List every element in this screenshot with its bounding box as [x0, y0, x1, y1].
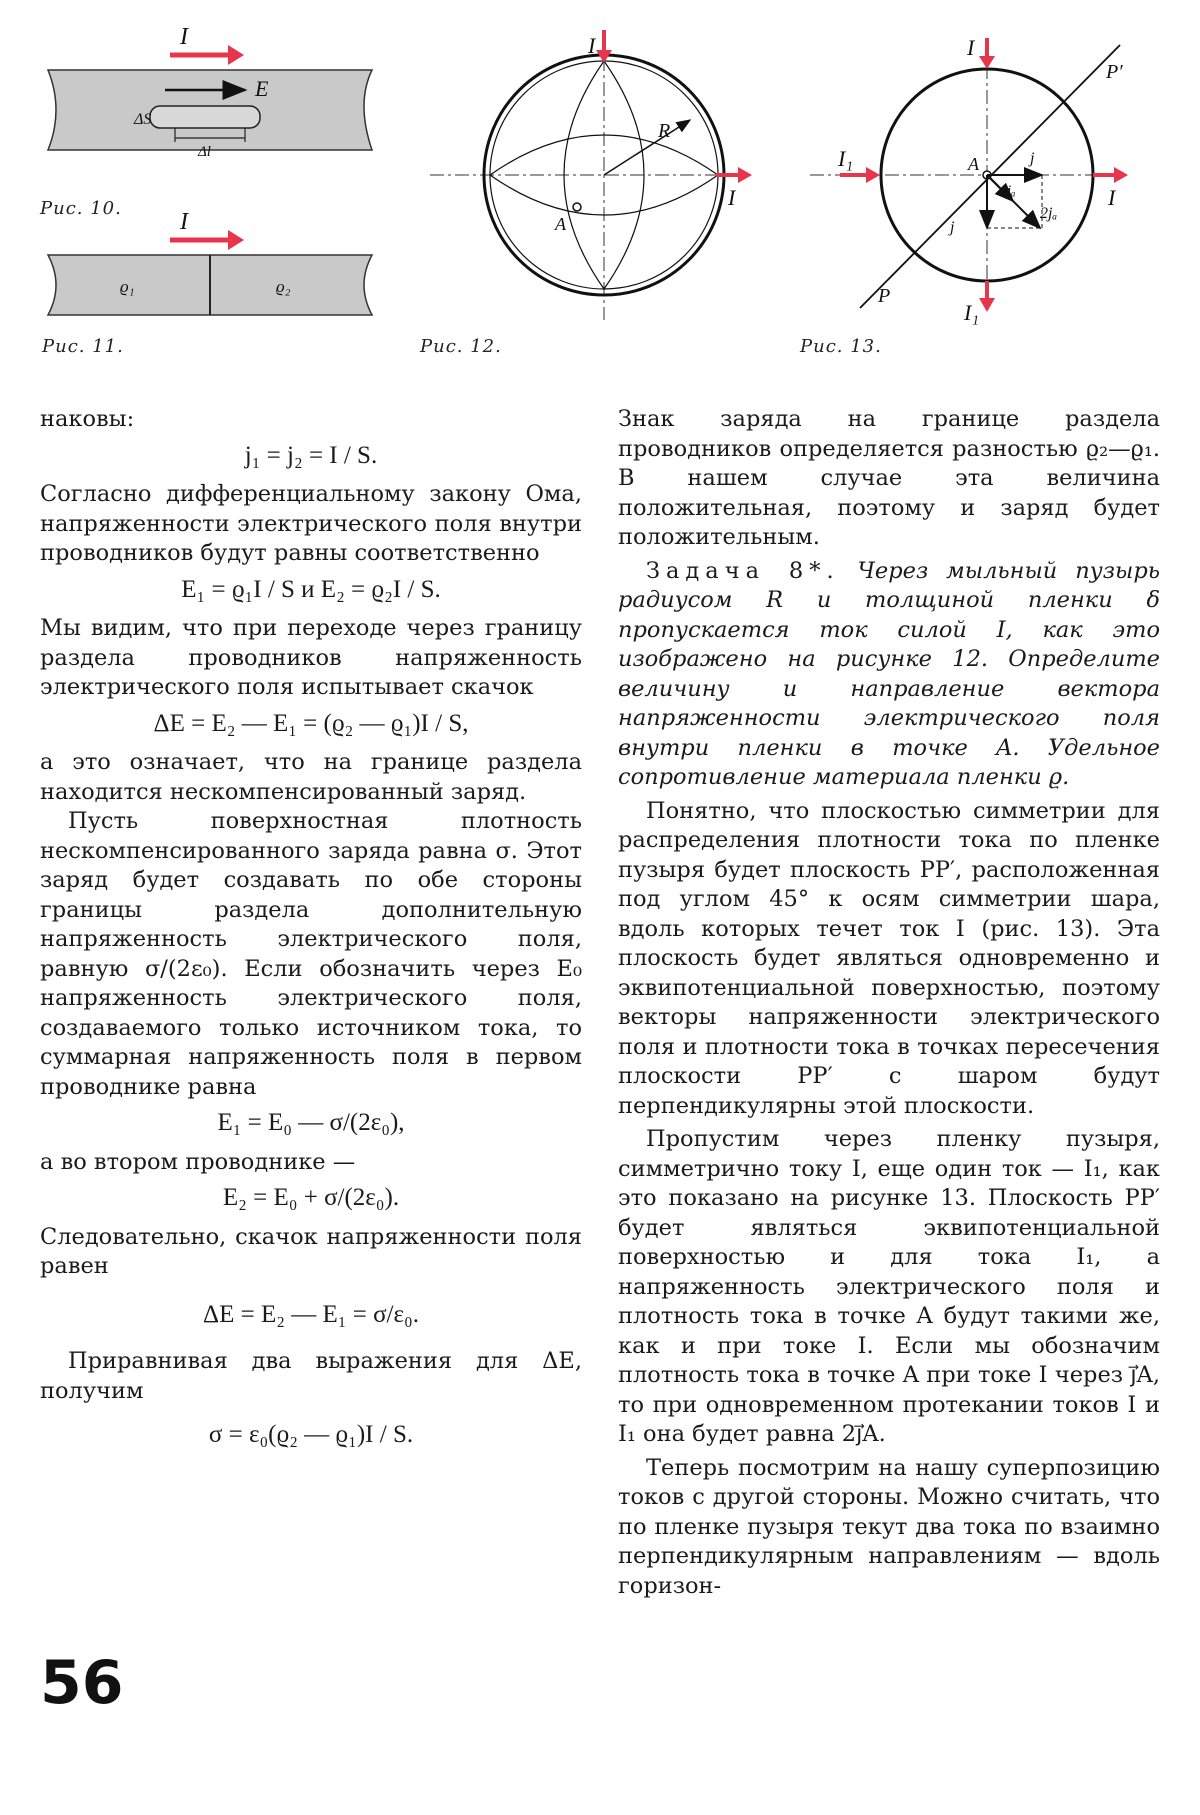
left-paragraph-1: наковы: [40, 406, 135, 432]
right-column [618, 405, 1160, 1601]
fig13-drawing [810, 35, 1128, 325]
fig13-current-i-out-label: I [1108, 185, 1116, 210]
fig11-current-label: I [180, 209, 188, 235]
fig12-radius-label: R [658, 120, 671, 142]
fig13-caption: Рис. 13. [800, 336, 882, 357]
left-paragraph-5: Пусть поверхностная плотность нескомпенсированного заряда равна σ. Этот заряд будет создавать по обе стороны границы раздела дополнительную напряженность электрического поля, равную σ/(2ε₀). Если обозначить через E₀ напряженность электрического поля, создаваемого только источником тока, то суммарная напряженность поля в первом проводнике равна [40, 808, 582, 1100]
left-paragraph-7: Следовательно, скачок напряженности поля равен [40, 1223, 582, 1279]
fig13-current-i1-in-label: I₁ [838, 146, 853, 171]
left-column [40, 405, 582, 1460]
fig11-rho2-label: ϱ₂ [276, 277, 291, 296]
equation-6: ΔE = E₂ — E₁ = σ/ε₀. [203, 1300, 419, 1328]
fig10-caption: Рис. 10. [40, 198, 122, 219]
equation-7: σ = ε₀(ϱ₂ — ϱ₁)I / S. [208, 1421, 414, 1448]
right-paragraph-3: Пропустим через пленку пузыря, симметрично току I, еще один ток — I₁, как это показано на рисунке 13. Плоскость PP′ будет являться эквипотенциальной поверхностью и для тока I₁, а напряженность электрического поля и плотность тока в точке A будут такими же, как и при токе I. Если мы обозначим плотность тока в точке A при токе I через j⃗A, то при одновременном протекании токов I и I₁ она будет равна 2j⃗A. [618, 1126, 1160, 1447]
left-paragraph-4: а это означает, что на границе раздела находится нескомпенсированный заряд. [40, 749, 582, 805]
fig13-plane-pp-label: P′ [1106, 61, 1123, 83]
equation-4: E₁ = E₀ — σ/(2ε₀), [217, 1109, 405, 1136]
fig12-point-label: A [555, 214, 566, 234]
left-paragraph-3: Мы видим, что при переходе через границу раздела проводников напряженность электрического поля испытывает скачок [40, 615, 582, 700]
fig11-drawing [48, 209, 372, 315]
current-tube [150, 106, 260, 128]
radius-arrow [604, 120, 690, 175]
right-paragraph-2: Понятно, что плоскостью симметрии для распределения плотности тока по пленке пузыря будет плоскость PP′, расположенная под углом 45° к осям симметрии шара, вдоль которых течет ток I (рис. 13). Эта плоскость будет являться одновременно и эквипотенциальной поверхностью, поэтому векторы напряженности электрического поля и плотности тока в точках пересечения плоскости PP′ с шаром будут перпендикулярны этой плоскости. [618, 797, 1160, 1119]
fig12-current-out-label: I [728, 185, 736, 210]
fig10-area-label: ΔS [134, 111, 152, 128]
equation-5: E₂ = E₀ + σ/(2ε₀). [222, 1184, 400, 1211]
fig13-plane-p-label: P [878, 285, 891, 307]
page-number: 56 [40, 1648, 124, 1718]
task-title: Задача 8*. [646, 557, 840, 584]
fig13-current-i1-out-label: I₁ [964, 300, 979, 325]
fig13-2ja-label: 2jₐ [1040, 205, 1058, 222]
fig13-current-i-label: I [967, 35, 975, 60]
left-paragraph-8: Приравнивая два выражения для ΔE, получим [40, 1348, 582, 1404]
fig10-drawing [48, 24, 372, 160]
fig11-caption: Рис. 11. [42, 336, 124, 357]
right-paragraph-4: Теперь посмотрим на нашу суперпозицию токов с другой стороны. Можно считать, что по пленке пузыря текут два тока по взаимно перпендикулярным направлениям — вдоль горизон- [618, 1454, 1160, 1599]
fig13-ja-label: jₐ [1007, 183, 1016, 199]
equation-3: ΔE = E₂ — E₁ = (ϱ₂ — ϱ₁)I / S, [153, 709, 469, 737]
fig13-j-horizontal-label: j [1030, 150, 1035, 167]
fig12-caption: Рис. 12. [420, 336, 502, 357]
equation-1: j₁ = j₂ = I / S. [244, 441, 378, 469]
fig12-drawing [430, 30, 752, 320]
fig11-rho1-label: ϱ₁ [120, 277, 135, 296]
fig10-length-label: Δl [198, 144, 211, 160]
left-paragraph-2: Согласно дифференциальному закону Ома, напряженности электрического поля внутри проводников будут равны соответственно [40, 481, 582, 566]
equation-2: E₁ = ϱ₁I / S и E₂ = ϱ₂I / S. [181, 575, 441, 603]
right-paragraph-1: Знак заряда на границе раздела проводников определяется разностью ϱ₂—ϱ₁. В нашем случае эта величина положительная, поэтому и заряд будет положительным. [618, 406, 1160, 550]
left-paragraph-6: а во втором проводнике — [40, 1148, 356, 1175]
figures-area [0, 0, 1200, 400]
fig10-current-label: I [180, 24, 188, 50]
fig12-current-in-label: I [588, 33, 596, 58]
fig13-point-label: A [968, 154, 979, 174]
point-a [573, 203, 581, 211]
task-body: Через мыльный пузырь радиусом R и толщиной пленки δ пропускается ток силой I, как это изображено на рисунке 12. Определите величину и направление вектора напряженности электрического поля внутри пленки в точке A. Удельное сопротивление материала пленки ϱ. [618, 557, 1160, 790]
fig13-j-vertical-label: j [950, 219, 955, 236]
fig10-field-label: E [255, 76, 269, 101]
